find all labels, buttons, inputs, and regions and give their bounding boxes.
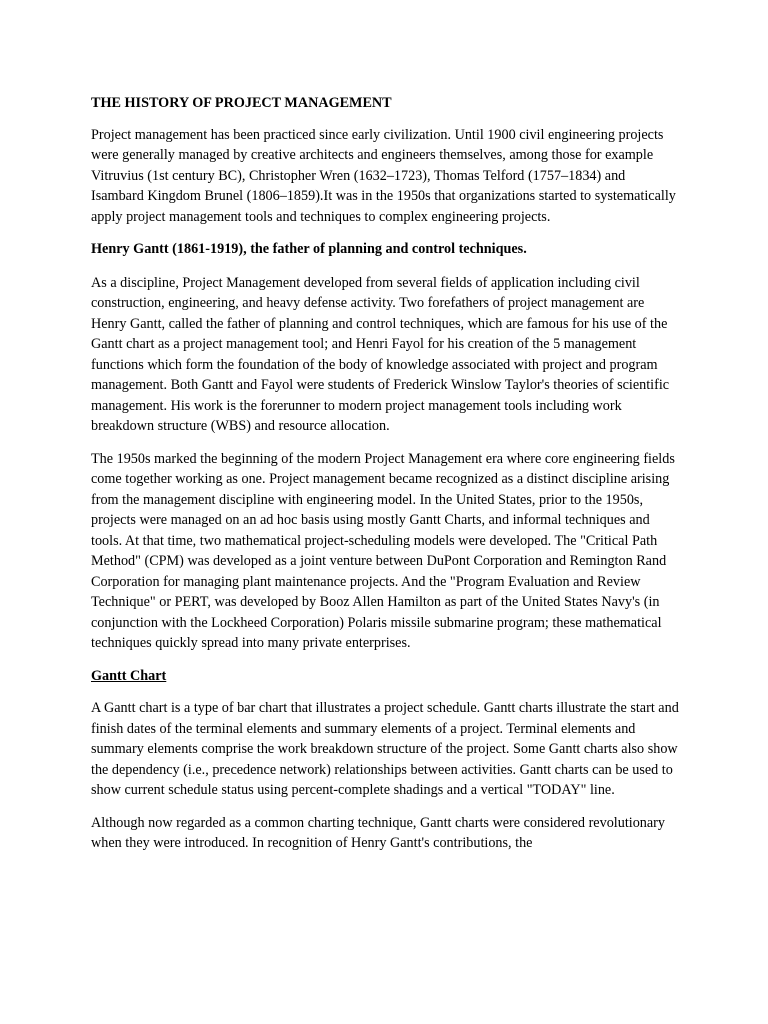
document-title: THE HISTORY OF PROJECT MANAGEMENT: [91, 95, 392, 111]
closing-paragraph: Although now regarded as a common charting technique, Gantt charts were considered revolutionary when they were introduced. In recognition of Henry Gantt's contributions, the: [91, 814, 666, 851]
modern-era-paragraph: The 1950s marked the beginning of the modern Project Management era where core engineering fields come together working as one. Project management became recognized as a distinct discipline arising from the management discipline with engineering model. In the United States, prior to the 1950s, projects were managed on an ad hoc basis using mostly Gantt Charts, and informal techniques and tools. At that time, two mathematical project-scheduling models were developed. The "Critical Path Method" (CPM) was developed as a joint venture between DuPont Corporation and Remington Rand Corporation for managing plant maintenance projects. And the "Program Evaluation and Review Technique" or PERT, was developed by Booz Allen Hamilton as part of the United States Navy's (in conjunction with the Lockheed Corporation) Polaris missile submarine program; these mathematical techniques quickly spread into many private enterprises.: [91, 450, 675, 651]
gantt-chart-heading: Gantt Chart: [91, 667, 167, 684]
henry-gantt-heading: Henry Gantt (1861-1919), the father of planning and control techniques.: [91, 241, 527, 257]
gantt-chart-paragraph: A Gantt chart is a type of bar chart that illustrates a project schedule. Gantt charts illustrate the start and finish dates of the terminal elements and summary elements of a project. Terminal elements and summary elements comprise the work breakdown structure of the project. Some Gantt charts also show the dependency (i.e., precedence network) relationships between activities. Gantt charts can be used to show current schedule status using percent-complete shadings and a vertical "TODAY" line.: [91, 700, 679, 798]
intro-paragraph: Project management has been practiced since early civilization. Until 1900 civil engineering projects were generally managed by creative architects and engineers themselves, among those for example Vitruvius (1st century BC), Christopher Wren (1632–1723), Thomas Telford (1757–1834) and Isambard Kingdom Brunel (1806–1859).It was in the 1950s that organizations started to systematically apply project management tools and techniques to complex engineering projects.: [91, 126, 676, 225]
document-page: [91, 93, 681, 866]
discipline-paragraph: As a discipline, Project Management developed from several fields of application including civil construction, engineering, and heavy defense activity. Two forefathers of project management are Henry Gantt, called the father of planning and control techniques, which are famous for his use of the Gantt chart as a project management tool; and Henri Fayol for his creation of the 5 management functions which form the foundation of the body of knowledge associated with project and program management. Both Gantt and Fayol were students of Frederick Winslow Taylor's theories of scientific management. His work is the forerunner to modern project management tools including work breakdown structure (WBS) and resource allocation.: [91, 274, 670, 434]
